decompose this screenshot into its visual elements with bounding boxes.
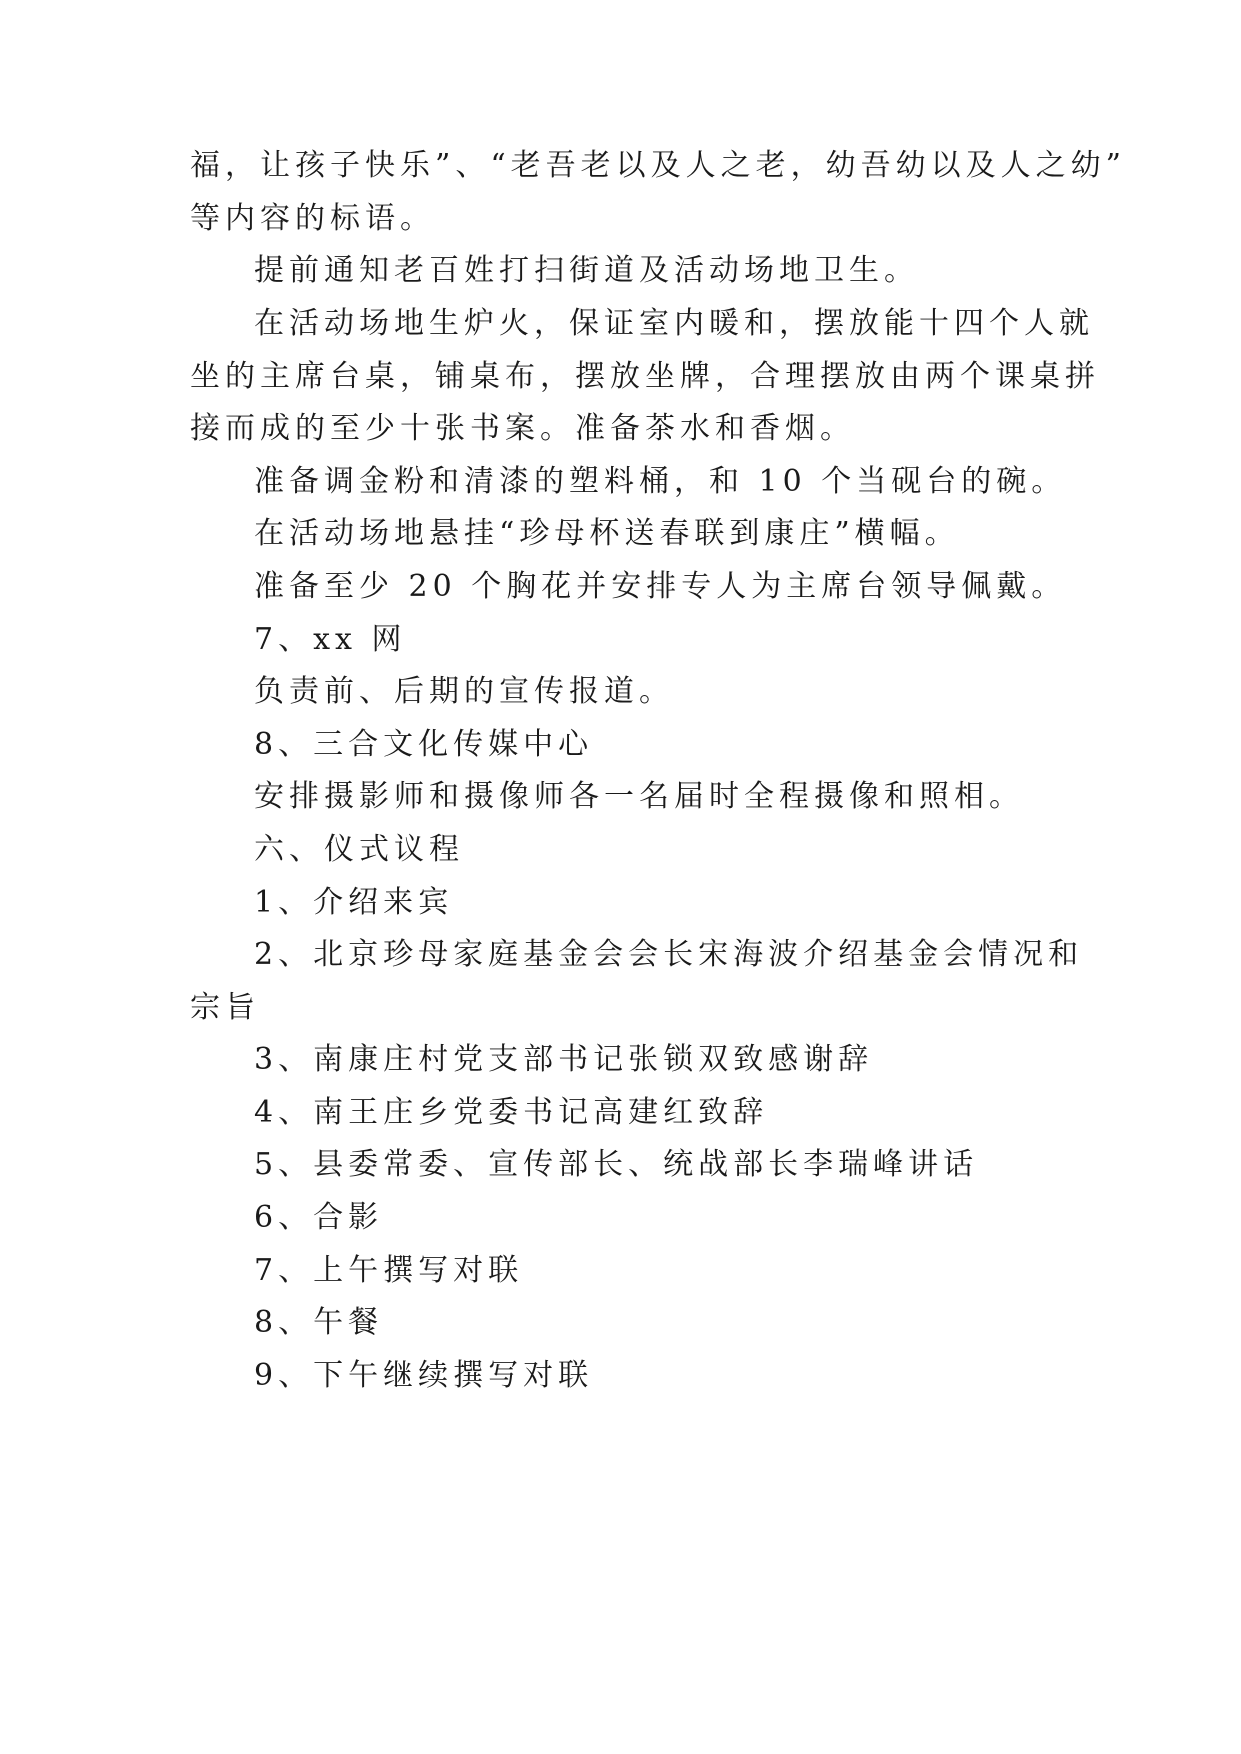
heading: 8、三合文化传媒中心 [254, 727, 594, 762]
text-line: 福，让孩子快乐”、“老吾老以及人之老，幼吾幼以及人之幼” [190, 148, 1127, 183]
text-line: 提前通知老百姓打扫街道及活动场地卫生。 [254, 253, 919, 288]
agenda-item: 4、南王庄乡党委书记高建红致辞 [254, 1095, 769, 1130]
text-line: 负责前、后期的宣传报道。 [254, 674, 674, 709]
heading: 7、xx 网 [254, 622, 407, 657]
agenda-item: 8、午餐 [254, 1305, 384, 1340]
agenda-item: 7、上午撰写对联 [254, 1253, 524, 1288]
text-line: 坐的主席台桌，铺桌布，摆放坐牌，合理摆放由两个课桌拼 [190, 359, 1100, 394]
agenda-item: 5、县委常委、宣传部长、统战部长李瑞峰讲话 [254, 1147, 979, 1182]
agenda-item-continuation: 宗旨 [190, 990, 260, 1025]
agenda-item: 1、介绍来宾 [254, 885, 454, 920]
text-line: 在活动场地生炉火，保证室内暖和，摆放能十四个人就 [254, 306, 1094, 341]
section-heading: 六、仪式议程 [254, 832, 464, 867]
text-line: 在活动场地悬挂“珍母杯送春联到康庄”横幅。 [254, 516, 960, 551]
text-line: 准备调金粉和清漆的塑料桶，和 10 个当砚台的碗。 [254, 464, 1067, 499]
text-line: 等内容的标语。 [190, 201, 435, 236]
agenda-item: 6、合影 [254, 1200, 384, 1235]
agenda-item: 2、北京珍母家庭基金会会长宋海波介绍基金会情况和 [254, 937, 1084, 972]
agenda-item: 9、下午继续撰写对联 [254, 1358, 594, 1393]
text-line: 接而成的至少十张书案。准备茶水和香烟。 [190, 411, 855, 446]
text-line: 安排摄影师和摄像师各一名届时全程摄像和照相。 [254, 779, 1024, 814]
agenda-item: 3、南康庄村党支部书记张锁双致感谢辞 [254, 1042, 874, 1077]
text-line: 准备至少 20 个胸花并安排专人为主席台领导佩戴。 [254, 569, 1067, 604]
